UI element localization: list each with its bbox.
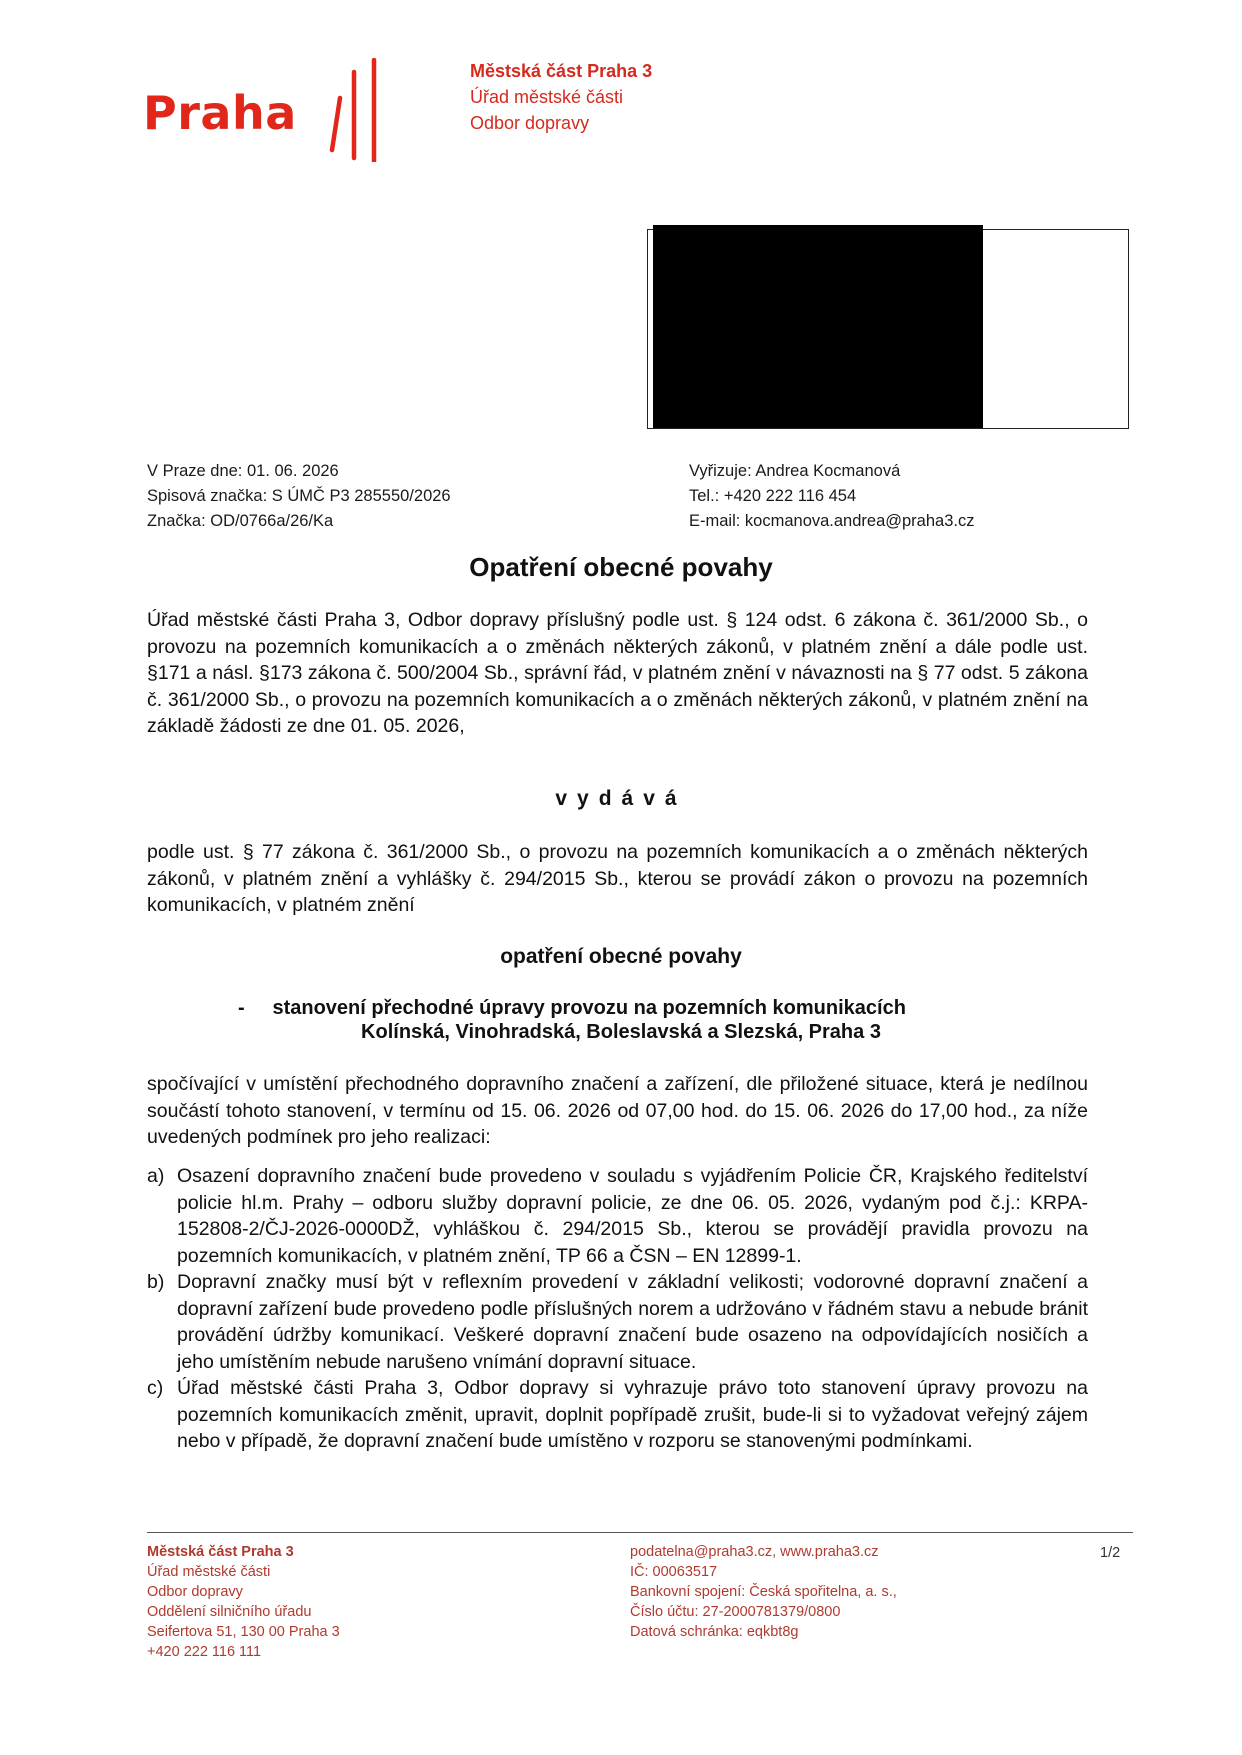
measure-subject xyxy=(238,995,906,1021)
intro-paragraph: Úřad městské části Praha 3, Odbor dopravy příslušný podle ust. § 124 odst. 6 zákona č. 361/2000 Sb., o provozu na pozemních komunikacích a o změnách některých zákonů, v platném znění a dále podle ust. §171 a násl. §173 zákona č. 500/2004 Sb., správní řád, v platném znění v návaznosti na § 77 odst. 5 zákona č. 361/2000 Sb., o provozu na pozemních komunikacích a o změnách některých zákonů, v platném znění na základě žádosti ze dne 01. 05. 2026, xyxy=(147,609,1088,737)
condition-c-text: Úřad městské části Praha 3, Odbor dopravy si vyhrazuje právo toto stanovení úpravy provozu na pozemních komunikacích změnit, upravit, doplnit popřípadě zrušit, bude-li si to vyžadovat veřejný zájem nebo v případě, že dopravní značení bude umístěno v rozporu se stanovenými podmínkami. xyxy=(177,1377,1088,1452)
footer-section: Oddělení silničního úřadu xyxy=(147,1604,312,1620)
condition-a xyxy=(147,1163,1088,1269)
footer-account: Číslo účtu: 27-2000781379/0800 xyxy=(630,1604,841,1620)
footer-phone: +420 222 116 111 xyxy=(147,1644,262,1660)
footer-contacts xyxy=(630,1542,897,1642)
condition-c xyxy=(147,1375,1088,1455)
condition-b-text: Dopravní značky musí být v reflexním provedení v základní velikosti; vodorovné dopravní značení a dopravní zařízení bude provedeno podle příslušných norem a udržováno v řádném stavu a nebude bránit provádění údržby komunikací. Veškeré dopravní značení bude osazeno na odpovídajících nosičích a jeho umístěním nebude narušeno vnímání dopravní situace. xyxy=(177,1271,1088,1373)
handler-name: Vyřizuje: Andrea Kocmanová xyxy=(689,462,901,480)
footer-org-name: Městská část Praha 3 xyxy=(147,1544,294,1560)
document-mark: Značka: OD/0766a/26/Ka xyxy=(147,512,334,530)
footer-office: Úřad městské části xyxy=(147,1564,271,1580)
page-number: 1/2 xyxy=(1100,1545,1121,1561)
measure-subject-line2: Kolínská, Vinohradská, Boleslavská a Slezská, Praha 3 xyxy=(361,1021,881,1043)
file-reference: Spisová značka: S ÚMČ P3 285550/2026 xyxy=(147,487,451,505)
footer-address xyxy=(147,1542,340,1662)
footer-databox: Datová schránka: eqkbt8g xyxy=(630,1624,799,1640)
legal-basis-paragraph: podle ust. § 77 zákona č. 361/2000 Sb., o provozu na pozemních komunikacích a o změnách některých zákonů, v platném znění a vyhlášky č. 294/2015 Sb., kterou se provádí zákon o provozu na pozemních komunikacích, v platném znění xyxy=(147,841,1088,916)
condition-a-text: Osazení dopravního značení bude provedeno v souladu s vyjádřením Policie ČR, Krajského ředitelství policie hl.m. Prahy – odboru služby dopravní policie, ze dne 06. 05. 2026, vydaným pod č.j.: KRPA-152808-2/ČJ-2026-0000DŽ, vyhláškou č. 294/2015 Sb., kterou se provádějí pravidla provozu na pozemních komunikacích, v platném znění, TP 66 a ČSN – EN 12899-1. xyxy=(177,1165,1088,1267)
footer-divider xyxy=(147,1532,1133,1533)
document-meta-left xyxy=(147,459,451,534)
org-name: Městská část Praha 3 xyxy=(470,61,653,81)
organization-header xyxy=(470,58,652,136)
measure-description: spočívající v umístění přechodného dopravního značení a zařízení, dle přiložené situace, která je nedílnou součástí tohoto stanovení, v termínu od 15. 06. 2026 od 07,00 hod. do 15. 06. 2026 do 17,00 hod., za níže uvedených podmínek pro jeho realizaci: xyxy=(147,1073,1088,1148)
measure-subject-line1: stanovení přechodné úpravy provozu na pozemních komunikacích xyxy=(272,997,906,1019)
footer-bank: Bankovní spojení: Česká spořitelna, a. s., xyxy=(630,1584,897,1600)
document-meta-right xyxy=(689,459,974,534)
footer-department: Odbor dopravy xyxy=(147,1584,243,1600)
condition-b-mark: b) xyxy=(147,1271,165,1293)
org-department: Odbor dopravy xyxy=(470,113,590,133)
org-office: Úřad městské části xyxy=(470,87,624,107)
bullet-mark: - xyxy=(238,997,245,1019)
footer-web: podatelna@praha3.cz, www.praha3.cz xyxy=(630,1544,879,1560)
measure-subtitle: opatření obecné povahy xyxy=(500,945,742,968)
footer-street: Seifertova 51, 130 00 Praha 3 xyxy=(147,1624,340,1640)
handler-email: E-mail: kocmanova.andrea@praha3.cz xyxy=(689,512,975,530)
praha-bars-logo-icon xyxy=(310,58,382,162)
document-date: V Praze dne: 01. 06. 2026 xyxy=(147,462,339,480)
redacted-addressee xyxy=(653,225,983,428)
document-title: Opatření obecné povahy xyxy=(469,552,773,582)
condition-c-mark: c) xyxy=(147,1377,164,1399)
handler-phone: Tel.: +420 222 116 454 xyxy=(689,487,857,505)
issues-heading: vydává xyxy=(555,787,687,810)
footer-ico: IČ: 00063517 xyxy=(630,1564,718,1580)
praha-logo-text: Praha xyxy=(143,86,297,140)
condition-a-mark: a) xyxy=(147,1165,165,1187)
condition-b xyxy=(147,1269,1088,1375)
